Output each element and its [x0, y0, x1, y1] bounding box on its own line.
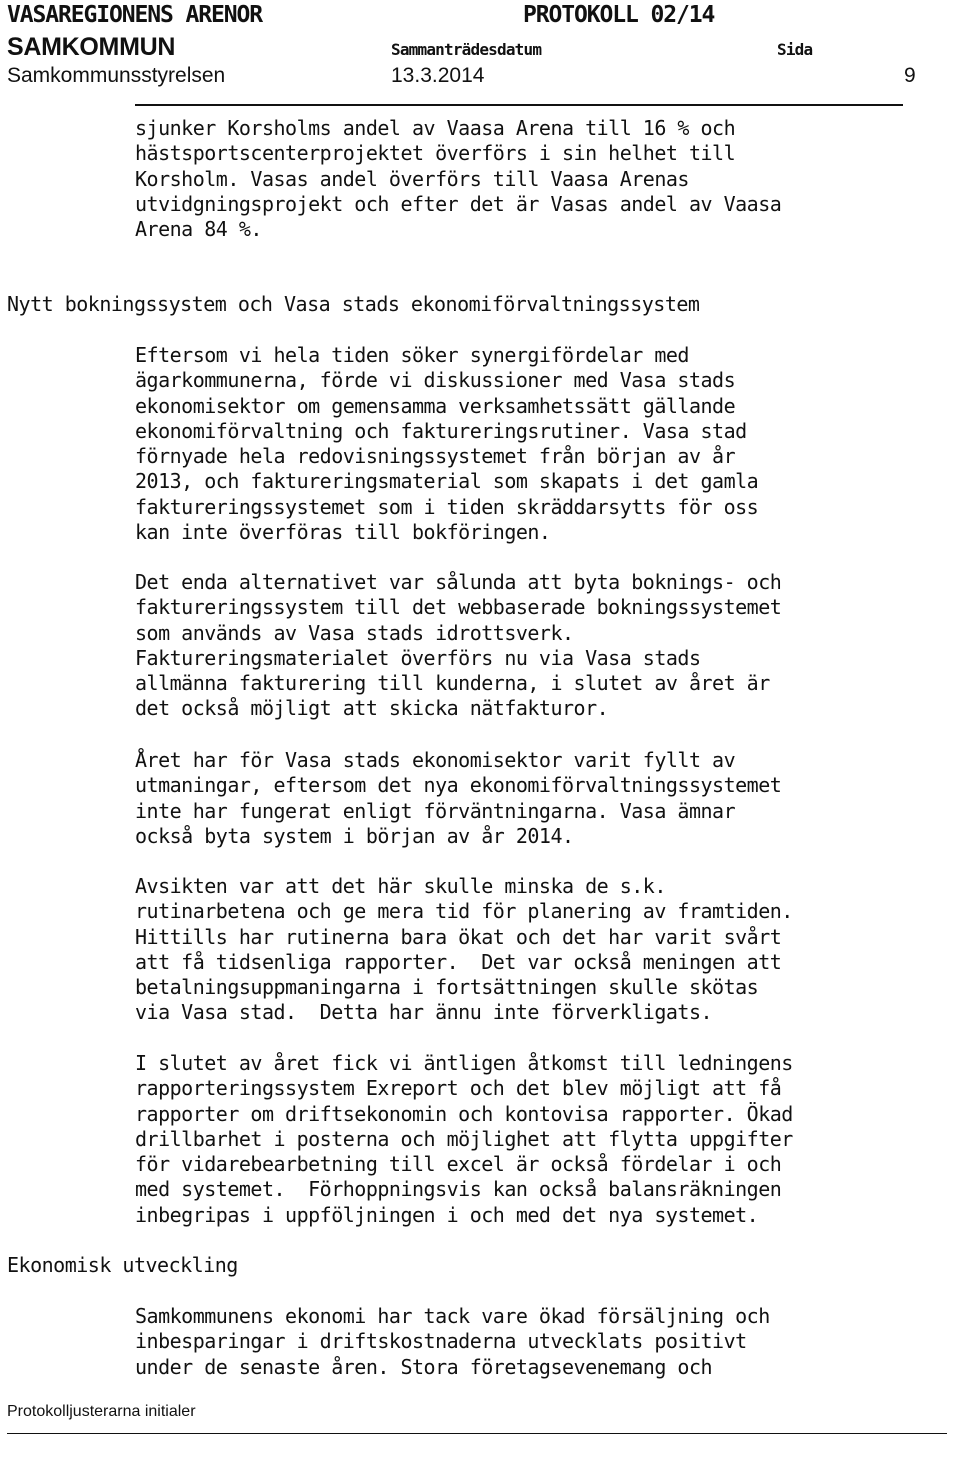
protocol-number: PROTOKOLL 02/14 — [523, 2, 715, 28]
footer-initials-label: Protokolljusterarna initialer — [7, 1403, 196, 1420]
organization-type: SAMKOMMUN — [7, 33, 176, 61]
header-rule — [135, 104, 903, 106]
section-heading-economic-development: Ekonomisk utveckling — [7, 1253, 238, 1277]
paragraph-synergy: Eftersom vi hela tiden söker synergifördelar med ägarkommunerna, förde vi diskussioner med Vasa stads ekonomisektor om gemensamma verksamhetssätt gällande ekonomiförvaltning och faktureringsrutiner. Vasa stad förnyade hela redovisningssystemet från början av år 2013, och faktureringsmaterial som skapats i det gamla faktureringssystemet som i tiden skräddarsytts för oss kan inte överföras till bokföringen. — [135, 343, 759, 545]
paragraph-intention: Avsikten var att det här skulle minska de s.k. rutinarbetena och ge mera tid för planering av framtiden. Hittills har rutinerna bara ökat och det har varit svårt att få tidsenliga rapporter. Det var också meningen att betalningsuppmaningarna i fortsättningen skulle skötas via Vasa stad. Detta har ännu inte förverkligats. — [135, 874, 793, 1025]
paragraph-economy-sector: Året har för Vasa stads ekonomisektor varit fyllt av utmaningar, eftersom det nya ekonomiförvaltningssystemet inte har fungerat enligt förväntningarna. Vasa ämnar också byta system i början av år 2014. — [135, 748, 782, 848]
organization-name: VASAREGIONENS ARENOR — [7, 2, 262, 28]
section-heading-booking-system: Nytt bokningssystem och Vasa stads ekonomiförvaltningssystem — [7, 292, 700, 316]
paragraph-alternative: Det enda alternativet var sålunda att byta boknings- och faktureringssystem till det webbaserade bokningssystemet som används av Vasa stads idrottsverk. Faktureringsmaterialet överförs nu via Vasa stads allmänna fakturering till kunderna, i slutet av året är det också möjligt att skicka nätfakturor. — [135, 570, 782, 721]
meeting-date-label: Sammanträdesdatum — [391, 40, 542, 59]
paragraph-arena-shares: sjunker Korsholms andel av Vaasa Arena till 16 % och hästsportscenterprojektet överförs i sin helhet till Korsholm. Vasas andel överförs till Vaasa Arenas utvidgningsprojekt och efter det är Vasas andel av Vaasa Arena 84 %. — [135, 116, 782, 242]
meeting-date: 13.3.2014 — [391, 64, 485, 87]
board-name: Samkommunsstyrelsen — [7, 64, 226, 87]
paragraph-exreport: I slutet av året fick vi äntligen åtkomst till ledningens rapporteringssystem Exreport och det blev möjligt att få rapporter om driftsekonomin och kontovisa rapporter. Ökad drillbarhet i posterna och möjlighet att flytta uppgifter för vidarebearbetning till excel är också fördelar i och med systemet. Förhoppningsvis kan också balansräkningen inbegripas i uppföljningen i och med det nya systemet. — [135, 1051, 793, 1227]
paragraph-economic-development: Samkommunens ekonomi har tack vare ökad försäljning och inbesparingar i driftskostnaderna utvecklats positivt under de senaste åren. Stora företagsevenemang och — [135, 1304, 770, 1379]
footer-rule — [7, 1433, 947, 1434]
page-label: Sida — [777, 40, 813, 59]
page-number: 9 — [904, 64, 916, 87]
